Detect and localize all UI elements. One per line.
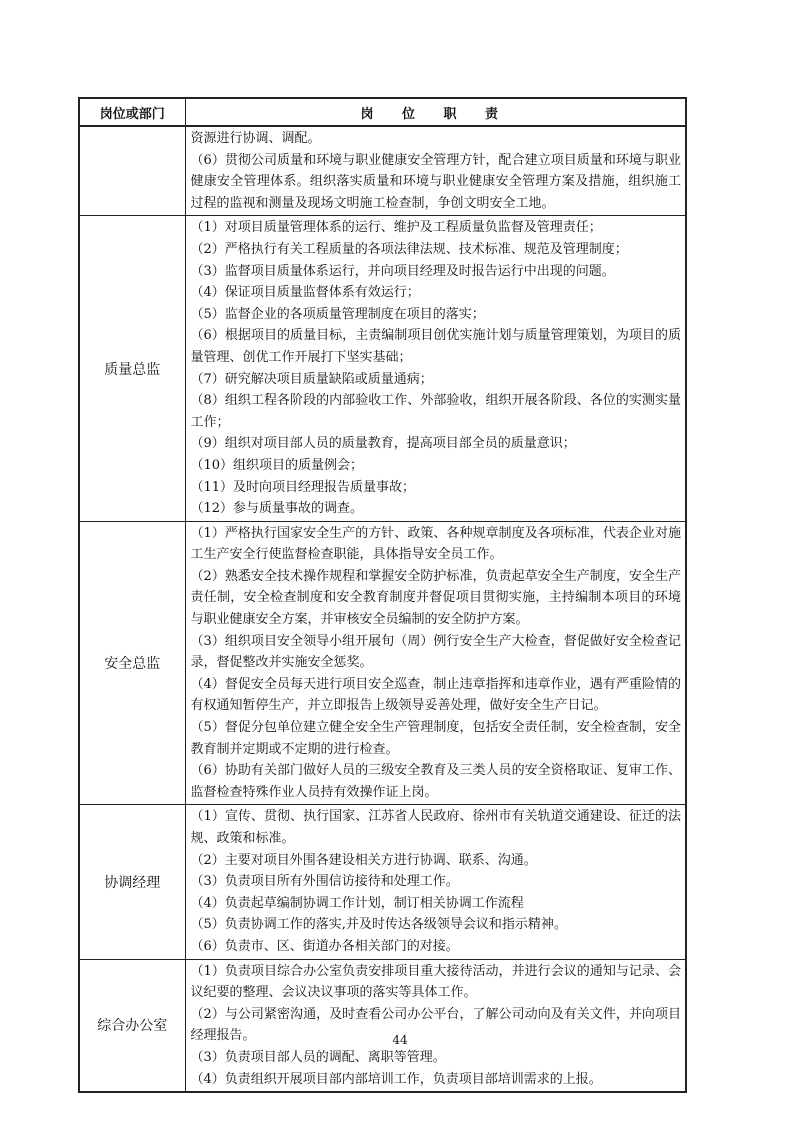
table-row [79, 126, 686, 216]
duty-item: （7）研究解决项目质量缺陷或质量通病； [190, 371, 433, 387]
duty-item: （2）严格执行有关工程质量的各项法律法规、技术标准、规范及管理制度； [190, 241, 628, 257]
role-cell: 协调经理 [79, 805, 185, 959]
duty-item: （2）与公司紧密沟通，及时查看公司办公平台，了解公司动向及有关文件，并向项目经理报告。 [190, 1006, 681, 1044]
page-number: 44 [392, 1033, 408, 1047]
table-row [79, 216, 686, 521]
role-cell: 安全总监 [79, 521, 185, 805]
duty-item: （5）监督企业的各项质量管理制度在项目的落实； [190, 306, 485, 322]
role-cell: 综合办公室 [79, 959, 185, 1092]
duty-item: （8）组织工程各阶段的内部验收工作、外部验收，组织开展各阶段、各位的实测实量工作； [190, 393, 681, 430]
duty-item: （10）组织项目的质量例会； [190, 457, 364, 473]
duty-item: （3）负责项目所有外围信访接待和处理工作。 [190, 874, 459, 890]
duty-item: （1）严格执行国家安全生产的方针、政策、各种规章制度及各项标准，代表企业对施工生产安全行使监督检查职能，具体指导安全员工作。 [190, 525, 681, 563]
role-cell [79, 126, 185, 216]
duty-item: （3）组织项目安全领导小组开展旬（周）例行安全生产大检查，督促做好安全检查记录，督促整改并实施安全惩奖。 [190, 633, 681, 671]
duty-item: （9）组织对项目部人员的质量教育，提高项目部全员的质量意识； [190, 436, 576, 452]
duty-item: （4）保证项目质量监督体系有效运行； [190, 285, 420, 301]
duty-item: （2）主要对项目外围各建设相关方进行协调、联系、沟通。 [190, 852, 537, 868]
duty-item: （3）监督项目质量体系运行，并向项目经理及时报告运行中出现的问题。 [190, 263, 615, 279]
header-duty: 岗 位 职 责 [185, 98, 686, 126]
header-role: 岗位或部门 [79, 98, 185, 126]
duty-item: （4）负责起草编制协调工作计划，制订相关协调工作流程 [190, 895, 524, 911]
duty-item: （3）负责项目部人员的调配、离职等管理。 [190, 1049, 446, 1065]
duty-cell [185, 521, 686, 805]
duty-item: （6）根据项目的质量目标，主责编制项目创优实施计划与质量管理策划，为项目的质量管理、创优工作开展打下坚实基础； [190, 328, 681, 365]
role-cell: 质量总监 [79, 216, 185, 521]
duty-item: 资源进行协调、调配。 [190, 131, 321, 146]
duty-cell [185, 805, 686, 959]
duty-item: （1）宣传、贯彻、执行国家、江苏省人民政府、徐州市有关轨道交通建设、征迁的法规、政策和标准。 [190, 809, 681, 846]
duty-item: （1）对项目质量管理体系的运行、维护及工程质量负监督及管理责任； [190, 220, 602, 236]
duty-item: （6）负责市、区、街道办各相关部门的对接。 [190, 938, 459, 954]
duty-cell [185, 126, 686, 216]
table-header-row [79, 98, 686, 126]
duty-item: （2）熟悉安全技术操作规程和掌握安全防护标准，负责起草安全生产制度，安全生产责任制，安全检查制度和安全教育制度并督促项目贯彻实施，主持编制本项目的环境与职业健康安全方案，并审核安全员编制的安全防护方案。 [190, 568, 681, 628]
duty-item: （6）贯彻公司质量和环境与职业健康安全管理方针，配合建立项目质量和环境与职业健康安全管理体系。组织落实质量和环境与职业健康安全管理方案及措施，组织施工过程的监视和测量及现场文明施工检查制，争创文明安全工地。 [190, 152, 681, 211]
table-row [79, 959, 686, 1092]
duty-item: （6）协助有关部门做好人员的三级安全教育及三类人员的安全资格取证、复审工作、监督检查特殊作业人员持有效操作证上岗。 [190, 763, 681, 800]
duty-item: （5）督促分包单位建立健全安全生产管理制度，包括安全责任制，安全检查制，安全教育制并定期或不定期的进行检查。 [190, 720, 681, 757]
duty-item: （1）负责项目综合办公室负责安排项目重大接待活动，并进行会议的通知与记录、会议纪要的整理、会议决议事项的落实等具体工作。 [190, 963, 681, 1001]
duty-cell [185, 216, 686, 521]
responsibility-table [78, 97, 687, 1093]
table-row [79, 805, 686, 959]
duty-item: （4）督促安全员每天进行项目安全巡查，制止违章指挥和违章作业，遇有严重险情的有权通知暂停生产，并立即报告上级领导妥善处理，做好安全生产日记。 [190, 676, 681, 714]
table-body [79, 126, 686, 1092]
duty-item: （5）负责协调工作的落实,并及时传达各级领导会议和指示精神。 [190, 917, 567, 933]
duty-item: （12）参与质量事故的调查。 [190, 501, 364, 517]
duty-cell [185, 959, 686, 1092]
table-row [79, 521, 686, 805]
duty-item: （4）负责组织开展项目部内部培训工作，负责项目部培训需求的上报。 [190, 1071, 602, 1087]
duty-item: （11）及时向项目经理报告质量事故； [190, 479, 416, 495]
